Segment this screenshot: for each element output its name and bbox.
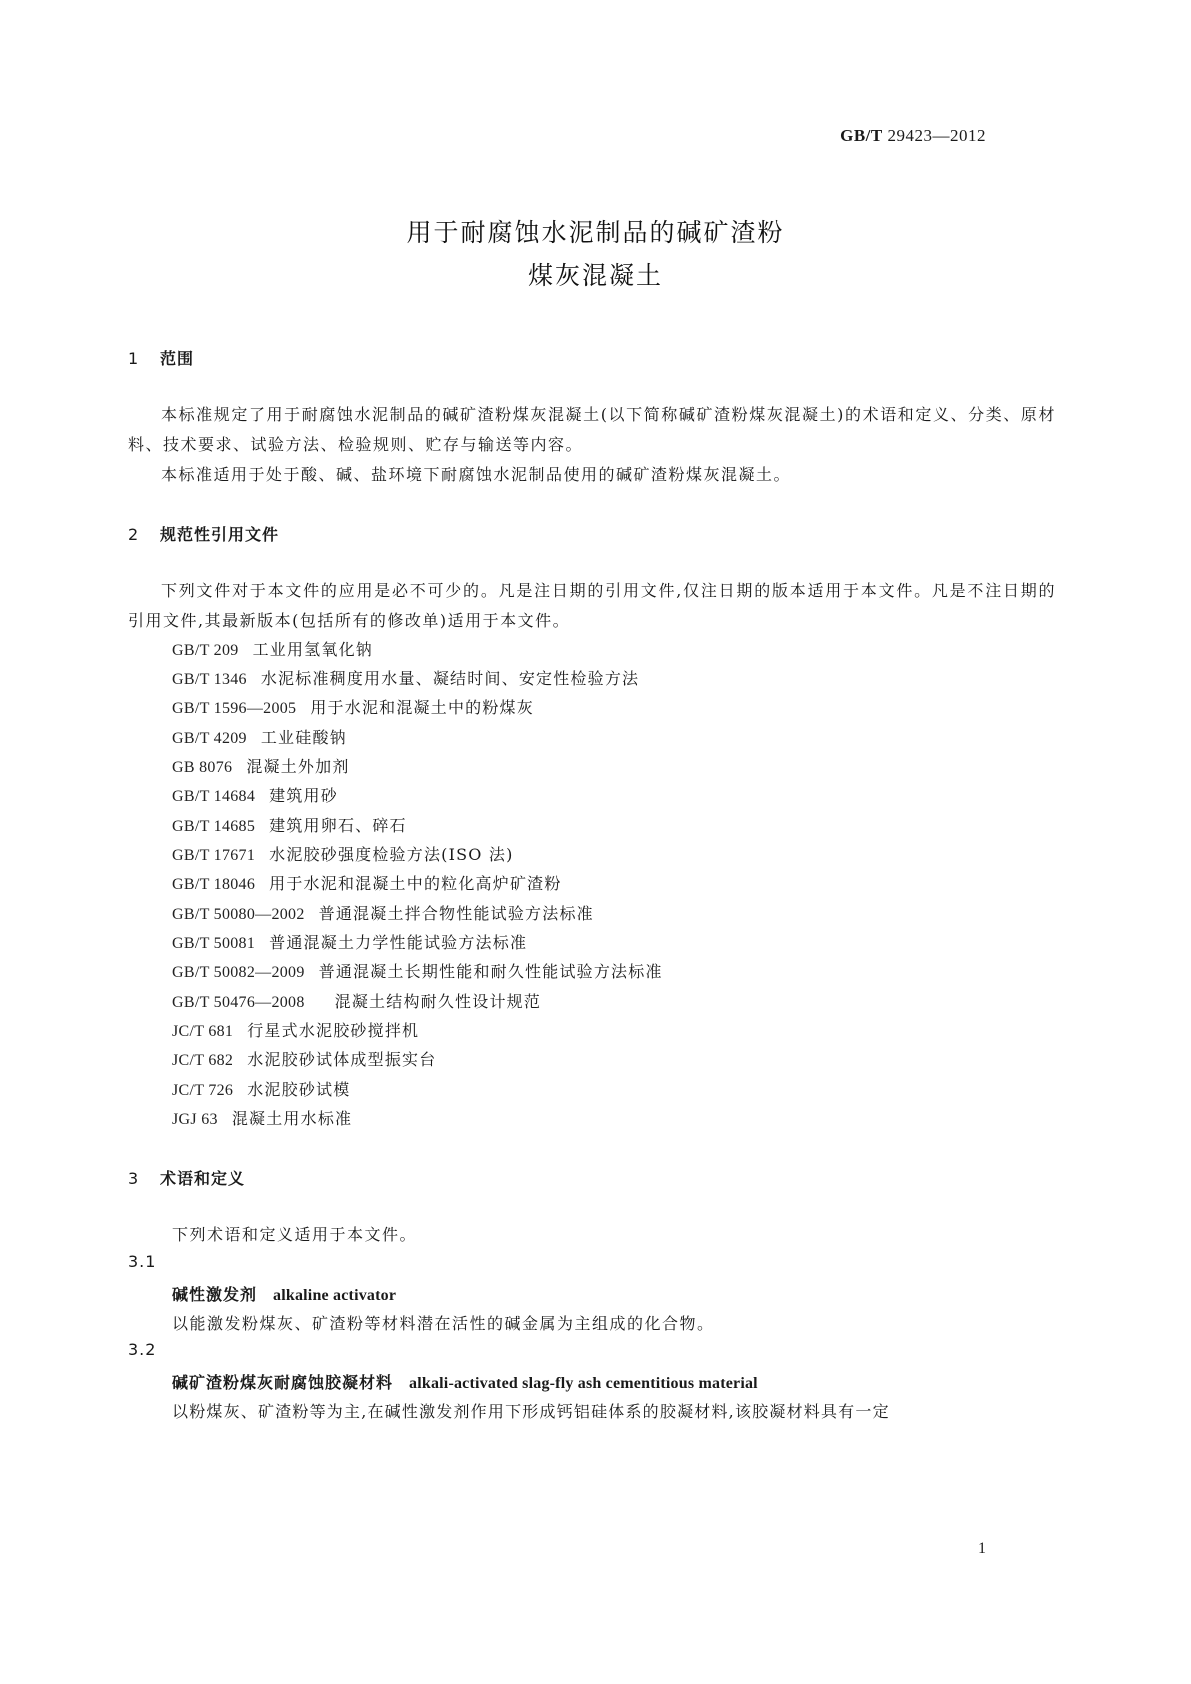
section-title: 规范性引用文件 — [160, 525, 280, 544]
reference-item: GB/T 50080—2002 普通混凝土拌合物性能试验方法标准 — [172, 904, 594, 923]
reference-item: JC/T 682 水泥胶砂试体成型振实台 — [172, 1050, 437, 1069]
reference-item: GB/T 209 工业用氢氧化钠 — [172, 640, 373, 659]
reference-item: GB/T 18046 用于水泥和混凝土中的粒化高炉矿渣粉 — [172, 874, 562, 893]
section-3-heading — [128, 1166, 245, 1189]
document-title-line2: 煤灰混凝土 — [527, 261, 663, 290]
reference-item: GB/T 17671 水泥胶砂强度检验方法(ISO 法) — [172, 845, 514, 864]
section-2-heading — [128, 522, 279, 545]
page-number: 1 — [978, 1540, 986, 1557]
document-title-line1: 用于耐腐蚀水泥制品的碱矿渣粉 — [406, 218, 785, 247]
reference-item: GB/T 50476—2008 混凝土结构耐久性设计规范 — [172, 992, 542, 1011]
reference-item: GB/T 14685 建筑用卵石、碎石 — [172, 816, 407, 835]
reference-item: JC/T 681 行星式水泥胶砂搅拌机 — [172, 1021, 420, 1040]
section-1-paragraph-1: 本标准规定了用于耐腐蚀水泥制品的碱矿渣粉煤灰混凝土(以下简称碱矿渣粉煤灰混凝土)的术语和定义、分类、原材料、技术要求、试验方法、检验规则、贮存与输送等内容。 — [128, 405, 1056, 454]
term-definition: 以能激发粉煤灰、矿渣粉等材料潜在活性的碱金属为主组成的化合物。 — [172, 1314, 715, 1333]
reference-item: GB/T 50082—2009 普通混凝土长期性能和耐久性能试验方法标准 — [172, 962, 663, 981]
section-number: 3 — [128, 1169, 140, 1188]
reference-item: JC/T 726 水泥胶砂试模 — [172, 1080, 351, 1099]
term-definition: 以粉煤灰、矿渣粉等为主,在碱性激发剂作用下形成钙铝硅体系的胶凝材料,该胶凝材料具有一定 — [172, 1402, 890, 1421]
term-cn: 碱性激发剂 — [172, 1285, 258, 1304]
section-number: 1 — [128, 349, 140, 368]
reference-item: GB/T 1346 水泥标准稠度用水量、凝结时间、安定性检验方法 — [172, 669, 640, 688]
section-title: 范围 — [160, 349, 195, 368]
term-number: 3.1 — [128, 1252, 157, 1271]
term-en: alkali-activated slag-fly ash cementitious material — [409, 1375, 758, 1392]
term-heading — [172, 1370, 758, 1393]
reference-item: GB/T 1596—2005 用于水泥和混凝土中的粉煤灰 — [172, 698, 534, 717]
reference-item: GB/T 50081 普通混凝土力学性能试验方法标准 — [172, 933, 528, 952]
reference-item: GB/T 14684 建筑用砂 — [172, 786, 338, 805]
term-heading — [172, 1282, 396, 1305]
standard-prefix: GB/T — [840, 126, 883, 145]
reference-item: JGJ 63 混凝土用水标准 — [172, 1109, 353, 1128]
section-3-intro: 下列术语和定义适用于本文件。 — [172, 1225, 418, 1244]
term-number: 3.2 — [128, 1340, 157, 1359]
section-2-intro: 下列文件对于本文件的应用是必不可少的。凡是注日期的引用文件,仅注日期的版本适用于本文件。凡是不注日期的引用文件,其最新版本(包括所有的修改单)适用于本文件。 — [128, 581, 1056, 630]
reference-item: GB/T 4209 工业硅酸钠 — [172, 728, 347, 747]
section-number: 2 — [128, 525, 140, 544]
section-1-paragraph-2: 本标准适用于处于酸、碱、盐环境下耐腐蚀水泥制品使用的碱矿渣粉煤灰混凝土。 — [161, 465, 792, 484]
reference-item: GB 8076 混凝土外加剂 — [172, 757, 350, 776]
section-title: 术语和定义 — [160, 1169, 246, 1188]
term-cn: 碱矿渣粉煤灰耐腐蚀胶凝材料 — [172, 1373, 394, 1392]
term-en: alkaline activator — [273, 1287, 397, 1304]
standard-code — [840, 126, 986, 146]
standard-number: 29423—2012 — [887, 126, 986, 145]
section-1-heading — [128, 346, 194, 369]
